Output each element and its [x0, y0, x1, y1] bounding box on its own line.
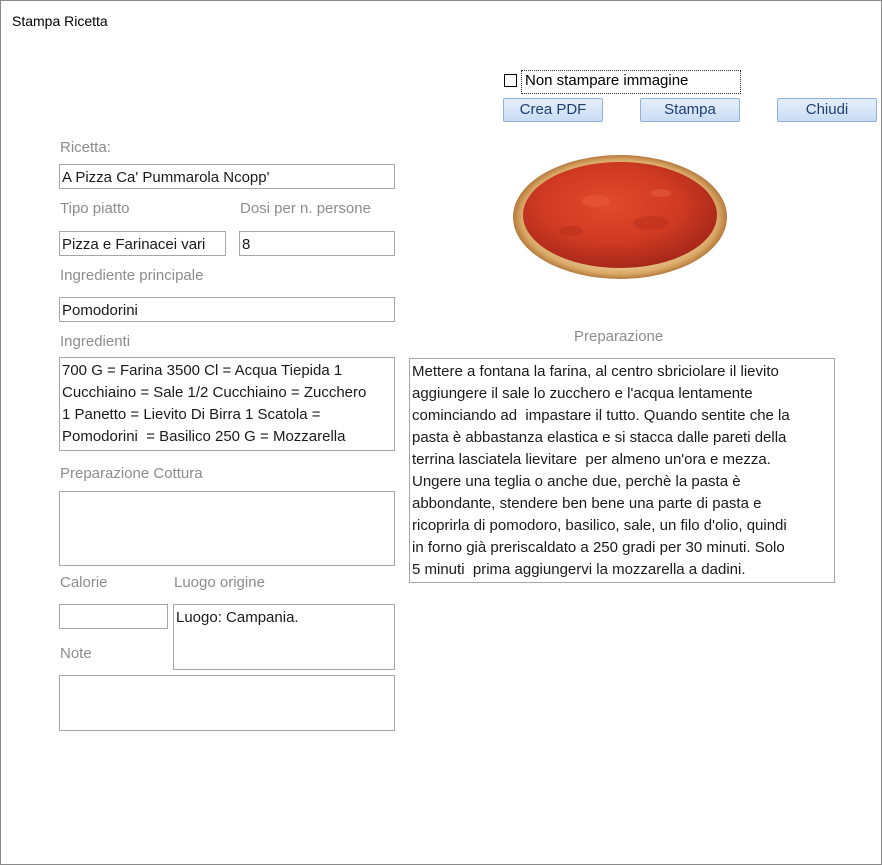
ingredients-field[interactable]: 700 G = Farina 3500 Cl = Acqua Tiepida 1 Cucchiaino = Sale 1/2 Cucchiaino = Zucchero 1 Panetto = Lievito Di Birra 1 Scatola = Pomodorini = Basilico 250 G = Mozzarella	[59, 357, 395, 451]
origin-field[interactable]: Luogo: Campania.	[173, 604, 395, 670]
calories-label: Calorie	[60, 574, 108, 591]
main-ingredient-field[interactable]: Pomodorini	[59, 297, 395, 322]
create-pdf-button[interactable]: Crea PDF	[503, 98, 603, 122]
origin-label: Luogo origine	[174, 574, 265, 591]
recipe-name-field[interactable]: A Pizza Ca' Pummarola Ncopp'	[59, 164, 395, 189]
cooking-prep-field[interactable]	[59, 491, 395, 566]
calories-field[interactable]	[59, 604, 168, 629]
recipe-image	[511, 151, 729, 281]
recipe-label: Ricetta:	[60, 139, 111, 156]
cooking-prep-label: Preparazione Cottura	[60, 465, 203, 482]
main-ingredient-label: Ingrediente principale	[60, 267, 204, 284]
close-button[interactable]: Chiudi	[777, 98, 877, 122]
servings-field[interactable]: 8	[239, 231, 395, 256]
dish-type-field[interactable]: Pizza e Farinacei vari	[59, 231, 226, 256]
no-image-option[interactable]	[521, 70, 741, 94]
window-title: Stampa Ricetta	[12, 13, 108, 29]
servings-label: Dosi per n. persone	[240, 200, 371, 217]
print-button[interactable]: Stampa	[640, 98, 740, 122]
dish-type-label: Tipo piatto	[60, 200, 130, 217]
preparation-label: Preparazione	[574, 328, 664, 345]
notes-field[interactable]	[59, 675, 395, 731]
notes-label: Note	[60, 645, 92, 662]
ingredients-label: Ingredienti	[60, 333, 131, 350]
preparation-field[interactable]: Mettere a fontana la farina, al centro sbriciolare il lievito aggiungere il sale lo zucchero e l'acqua lentamente cominciando ad impastare il tutto. Quando sentite che la pasta è abbastanza elastica e si stacca dalle pareti della terrina lasciatela lievitare per almeno un'ora e mezza. Ungere una teglia o anche due, perchè la pasta è abbondante, stendere ben bene una parte di pasta e ricoprirla di pomodoro, basilico, sale, un filo d'olio, quindi in forno già preriscaldato a 250 gradi per 30 minuti. Solo 5 minuti prima aggiungervi la mozzarella a dadini.	[409, 358, 835, 583]
no-image-label: Non stampare immagine	[525, 72, 689, 89]
no-image-checkbox[interactable]	[504, 74, 517, 87]
